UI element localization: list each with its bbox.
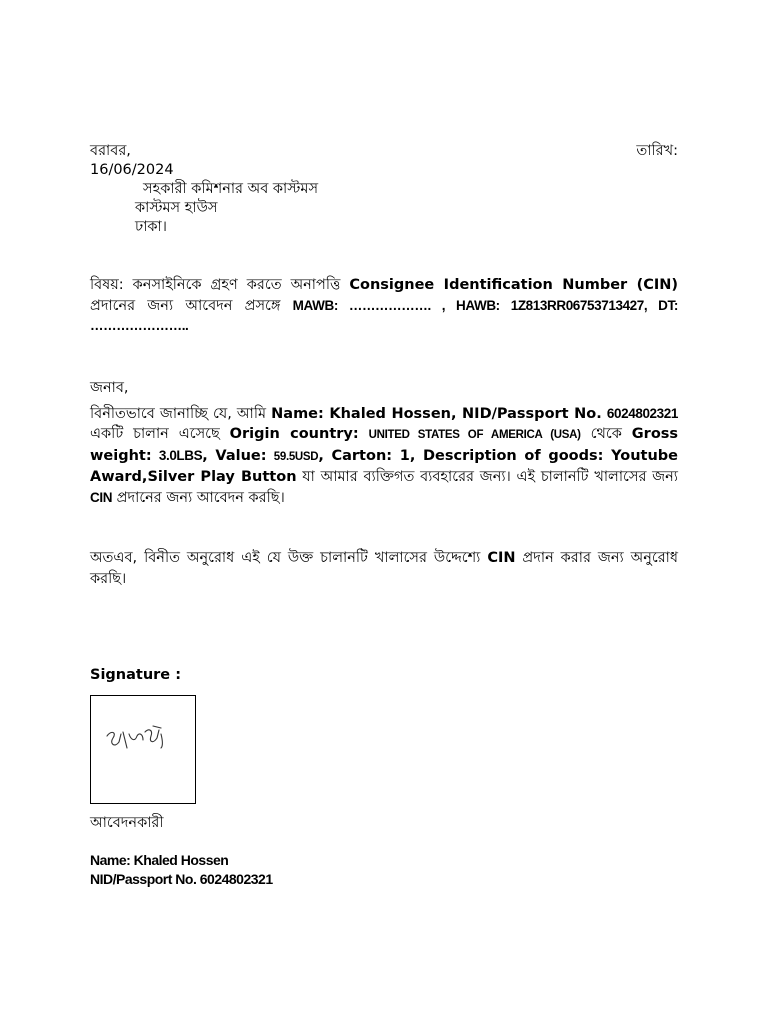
body-paragraph-1 xyxy=(90,404,678,509)
date-label: তারিখ: xyxy=(636,143,678,159)
subject-paragraph xyxy=(90,275,678,337)
body1-intro: বিনীতভাবে জানাচ্ছি যে, আমি xyxy=(90,405,267,422)
signer-name: Name: Khaled Hossen xyxy=(90,852,229,868)
subject-text: কনসাইনিকে গ্রহণ করতে অনাপত্তি xyxy=(132,277,341,293)
body2-request: প্রদান করার জন্য অনুরোধ করছি। xyxy=(90,550,679,587)
body2-cin: CIN xyxy=(487,550,516,566)
body1-name: Name: Khaled Hossen, NID/Passport No. xyxy=(271,405,602,422)
letter-page xyxy=(90,142,678,889)
subject-awb: MAWB: ………………. , HAWB: 1Z813RR06753713427, DT: ………………….. xyxy=(90,297,678,333)
body1-value-label: , Value: xyxy=(202,447,267,464)
recipient-label: বরাবর, xyxy=(90,143,131,159)
addressee-line-2: কাস্টমস হাউস xyxy=(135,200,218,216)
signer-details xyxy=(90,851,678,889)
body1-shipment: একটি চালান এসেছে xyxy=(90,426,220,442)
signature-box xyxy=(90,695,196,804)
signature-label: Signature : xyxy=(90,667,181,683)
addressee-line-3: ঢাকা। xyxy=(135,219,167,235)
salutation: জনাব, xyxy=(90,379,129,396)
addressee-line-1: সহকারী কমিশনার অব কাস্টমস xyxy=(143,181,319,197)
subject-label: বিষয়: xyxy=(90,277,124,293)
signer-nid: NID/Passport No. 6024802321 xyxy=(90,871,273,887)
body1-value-value: 59.5USD xyxy=(273,450,319,463)
body1-nid: 6024802321 xyxy=(606,405,678,421)
body1-origin-value: UNITED STATES OF AMERICA (USA) xyxy=(368,429,581,441)
signature-caption: আবেদনকারী xyxy=(90,815,164,831)
body1-purpose: যা আমার ব্যক্তিগত ব্যবহারের জন্য। এই চালানটি খালাসের জন্য xyxy=(302,469,678,485)
date-value: 16/06/2024 xyxy=(90,162,174,178)
body2-intro: অতএব, বিনীত অনুরোধ এই যে উক্ত চালানটি খালাসের উদ্দেশ্যে xyxy=(90,550,481,566)
body1-carton: , Carton: 1, Description of goods: Youtube Award,Silver Play Button xyxy=(90,447,679,485)
subject-cin: Consignee Identification Number (CIN) xyxy=(349,277,679,293)
header-row xyxy=(90,142,678,161)
body1-weight-label: Gross weight: xyxy=(90,426,679,464)
body1-request: প্রদানের জন্য আবেদন করছি। xyxy=(116,489,285,506)
subject-text-2: প্রদানের জন্য আবেদন প্রসঙ্গে xyxy=(90,297,281,314)
body1-from: থেকে xyxy=(590,426,622,442)
body-paragraph-2 xyxy=(90,548,678,589)
body1-weight-value: 3.0LBS xyxy=(158,447,203,463)
body1-cin: CIN xyxy=(90,489,113,505)
body1-origin-label: Origin country: xyxy=(229,426,359,442)
handwritten-signature xyxy=(91,696,195,803)
